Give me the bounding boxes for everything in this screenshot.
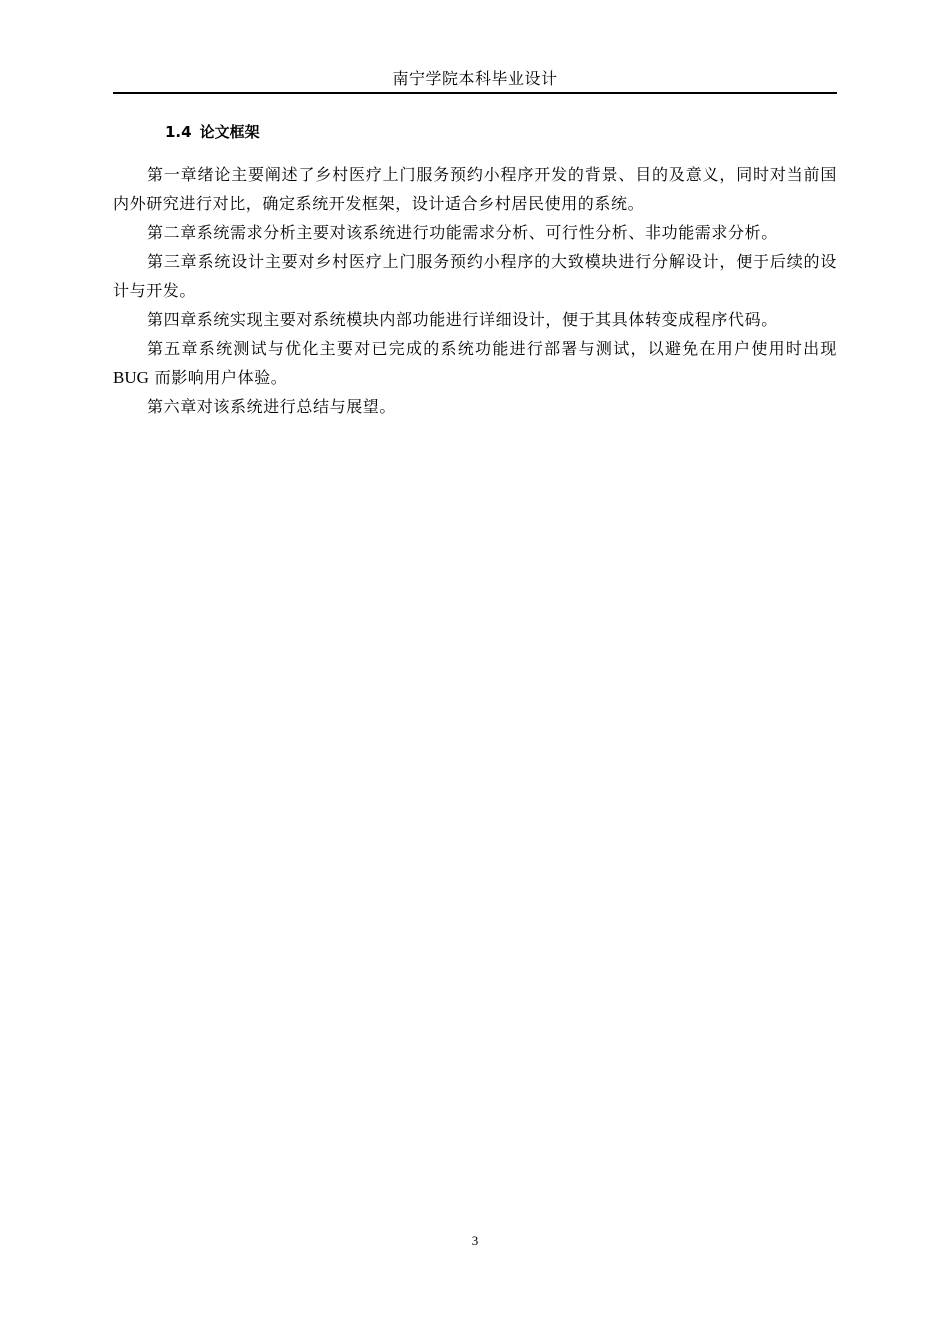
paragraph-chapter-5-part-1: 第五章系统测试与优化主要对已完成的系统功能进行部署与测试，以避免在用户使用时出现 [147, 339, 837, 358]
running-header: 南宁学院本科毕业设计 [392, 69, 558, 88]
paragraph-chapter-3: 第三章系统设计主要对乡村医疗上门服务预约小程序的大致模块进行分解设计，便于后续的设计与开发。 [113, 252, 837, 300]
body-text [113, 160, 837, 421]
header-rule [113, 92, 837, 94]
page-number: 3 [471, 1233, 479, 1248]
paragraph-chapter-5 [113, 334, 837, 392]
paragraph-chapter-2: 第二章系统需求分析主要对该系统进行功能需求分析、可行性分析、非功能需求分析。 [147, 223, 778, 242]
paragraph-chapter-4: 第四章系统实现主要对系统模块内部功能进行详细设计，便于其具体转变成程序代码。 [147, 310, 778, 329]
section-heading [165, 121, 260, 143]
paragraph-chapter-5-term: BUG [113, 368, 149, 387]
section-title-text: 论文框架 [199, 123, 260, 141]
paragraph-chapter-5-part-2: 而影响用户体验。 [154, 368, 288, 387]
section-number: 1.4 [165, 123, 192, 141]
paragraph-chapter-1: 第一章绪论主要阐述了乡村医疗上门服务预约小程序开发的背景、目的及意义，同时对当前国内外研究进行对比，确定系统开发框架，设计适合乡村居民使用的系统。 [113, 165, 837, 213]
paragraph-chapter-6: 第六章对该系统进行总结与展望。 [147, 397, 397, 416]
